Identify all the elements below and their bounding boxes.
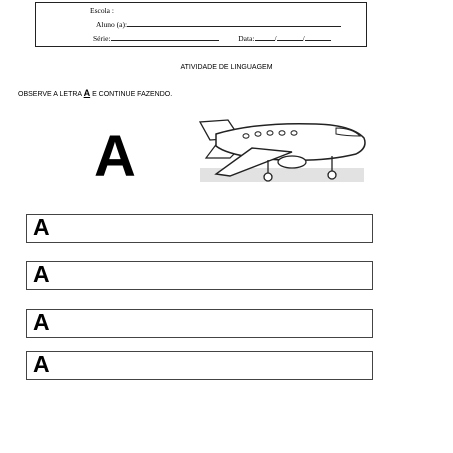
date-separator: / [302,34,305,43]
school-line [90,6,114,15]
practice-row-3[interactable] [26,309,373,338]
student-label: Aluno (a): [96,20,128,29]
instruction-text [18,88,172,98]
example-letter: A [94,124,136,189]
practice-row-4[interactable] [26,351,373,380]
practice-row-1[interactable] [26,214,373,243]
header-form [35,2,367,47]
row-letter: A [33,261,50,287]
instruction-after: E CONTINUE FAZENDO. [90,91,173,98]
series-field[interactable] [111,33,219,41]
school-label: Escola : [90,6,114,15]
student-line [96,19,341,29]
date-separator: / [274,34,277,43]
date-month-field[interactable] [274,33,303,43]
row-letter: A [33,214,50,240]
airplane-icon [196,112,370,188]
row-letter: A [33,351,50,377]
date-day-field[interactable] [255,33,275,41]
series-date-line [93,33,331,43]
activity-title: ATIVIDADE DE LINGUAGEM [180,64,273,71]
instruction-highlight-letter: A [83,88,91,98]
row-letter: A [33,309,50,335]
student-name-field[interactable] [127,19,341,27]
date-year-field[interactable] [302,33,331,43]
series-label: Série: [93,34,111,43]
date-label: Data: [238,34,255,43]
practice-row-2[interactable] [26,261,373,290]
instruction-before: OBSERVE A LETRA [18,91,84,98]
